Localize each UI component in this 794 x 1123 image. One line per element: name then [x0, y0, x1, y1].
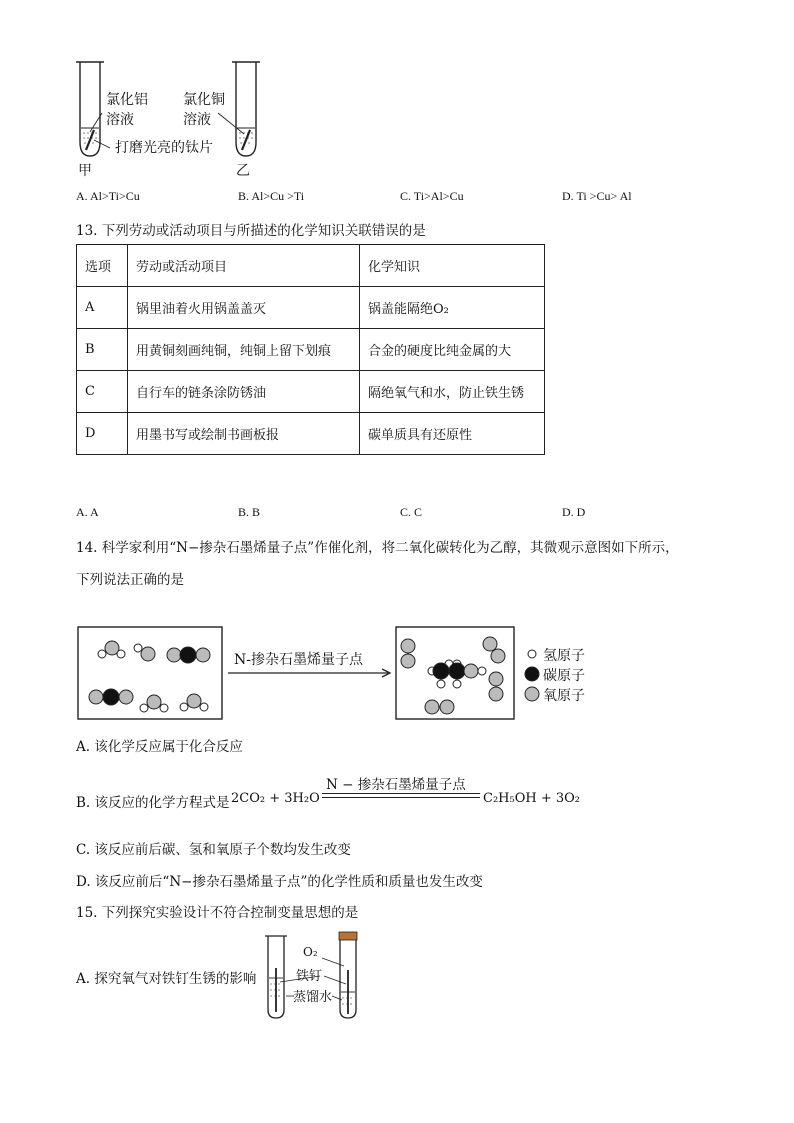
row-knowledge: 碳单质具有还原性: [360, 413, 545, 455]
equation-arrow-line: [322, 793, 480, 794]
table-row: [77, 329, 545, 371]
header-activity: 劳动或活动项目: [128, 245, 360, 287]
q14-stem-line1: 14. 科学家利用“N−掺杂石墨烯量子点”作催化剂，将二氧化碳转化为乙醇，其微观示意图如下所示，: [76, 540, 679, 556]
equation-left: 2CO₂ + 3H₂O: [231, 791, 320, 806]
row-option: A: [77, 287, 128, 329]
row-option: D: [77, 413, 128, 455]
q14-option-d: D. 该反应前后“N−掺杂石墨烯量子点”的化学性质和质量也发生改变: [76, 874, 483, 890]
table-row: [77, 371, 545, 413]
carbon-legend-icon: [525, 667, 539, 681]
right-solution-label-1: 氯化铜: [183, 92, 225, 108]
left-tube-label: 甲: [78, 163, 92, 179]
nail-label: 铁钉: [296, 969, 323, 984]
reaction-micro-diagram: [76, 624, 606, 724]
row-knowledge: 隔绝氧气和水，防止铁生锈: [360, 371, 545, 413]
q14-stem-line2: 下列说法正确的是: [76, 572, 184, 588]
row-activity: 用黄铜刻画纯铜，纯铜上留下划痕: [128, 329, 360, 371]
stopper: [339, 932, 357, 940]
test-tubes-diagram: [70, 58, 270, 176]
left-solution-label-2: 溶液: [106, 112, 134, 128]
row-option: B: [77, 329, 128, 371]
table-row: [77, 413, 545, 455]
q12-option-c: C. Ti>Al>Cu: [400, 189, 464, 203]
legend-carbon: 碳原子: [543, 668, 585, 684]
q13-option-d: D. D: [562, 505, 586, 519]
row-activity: 锅里油着火用锅盖盖灭: [128, 287, 360, 329]
equation-condition: N − 掺杂石墨烯量子点: [326, 777, 466, 793]
q13-option-a: A. A: [76, 505, 99, 519]
carbon-dioxide-molecule: [89, 689, 133, 705]
left-solution-label-1: 氯化铝: [106, 92, 148, 108]
row-activity: 自行车的链条涂防锈油: [128, 371, 360, 413]
oxygen-legend-icon: [525, 687, 539, 701]
catalyst-arrow-label: N-掺杂石墨烯量子点: [234, 652, 363, 668]
right-tube-label: 乙: [236, 163, 250, 179]
q14-option-a: A. 该化学反应属于化合反应: [76, 739, 243, 755]
q15-stem: 15. 下列探究实验设计不符合控制变量思想的是: [76, 905, 359, 921]
q12-option-a: A. Al>Ti>Cu: [76, 189, 140, 203]
hydrogen-legend-icon: [528, 650, 536, 658]
row-option: C: [77, 371, 128, 413]
o2-label: O₂: [303, 945, 318, 959]
option-b-prefix: B. 该反应的化学方程式是: [76, 795, 230, 811]
header-knowledge: 化学知识: [360, 245, 545, 287]
q13-option-c: C. C: [400, 505, 423, 519]
q12-option-d: D. Ti >Cu> Al: [562, 189, 632, 203]
q13-table: [76, 244, 545, 455]
q12-option-b: B. Al>Cu >Ti: [238, 189, 305, 203]
right-solution-label-2: 溶液: [183, 112, 211, 128]
water-label: 蒸馏水: [293, 990, 333, 1005]
header-option: 选项: [77, 245, 128, 287]
q15-option-a: A. 探究氧气对铁钉生锈的影响: [76, 971, 257, 987]
strip-label: 打磨光亮的钛片: [115, 140, 213, 156]
row-knowledge: 合金的硬度比纯金属的大: [360, 329, 545, 371]
carbon-dioxide-molecule: [167, 647, 210, 663]
q13-stem: 13. 下列劳动或活动项目与所描述的化学知识关联错误的是: [76, 223, 426, 239]
legend-hydrogen: 氢原子: [543, 648, 585, 664]
row-activity: 用墨书写或绘制书画板报: [128, 413, 360, 455]
row-knowledge: 锅盖能隔绝O₂: [360, 287, 545, 329]
equation-arrow-line: [322, 797, 480, 798]
legend-oxygen: 氧原子: [543, 688, 585, 704]
q13-option-b: B. B: [238, 505, 261, 519]
table-row: [77, 287, 545, 329]
table-header-row: [77, 245, 545, 287]
q14-option-c: C. 该反应前后碳、氢和氧原子个数均发生改变: [76, 842, 351, 858]
equation-right: C₂H₅OH + 3O₂: [483, 791, 580, 806]
